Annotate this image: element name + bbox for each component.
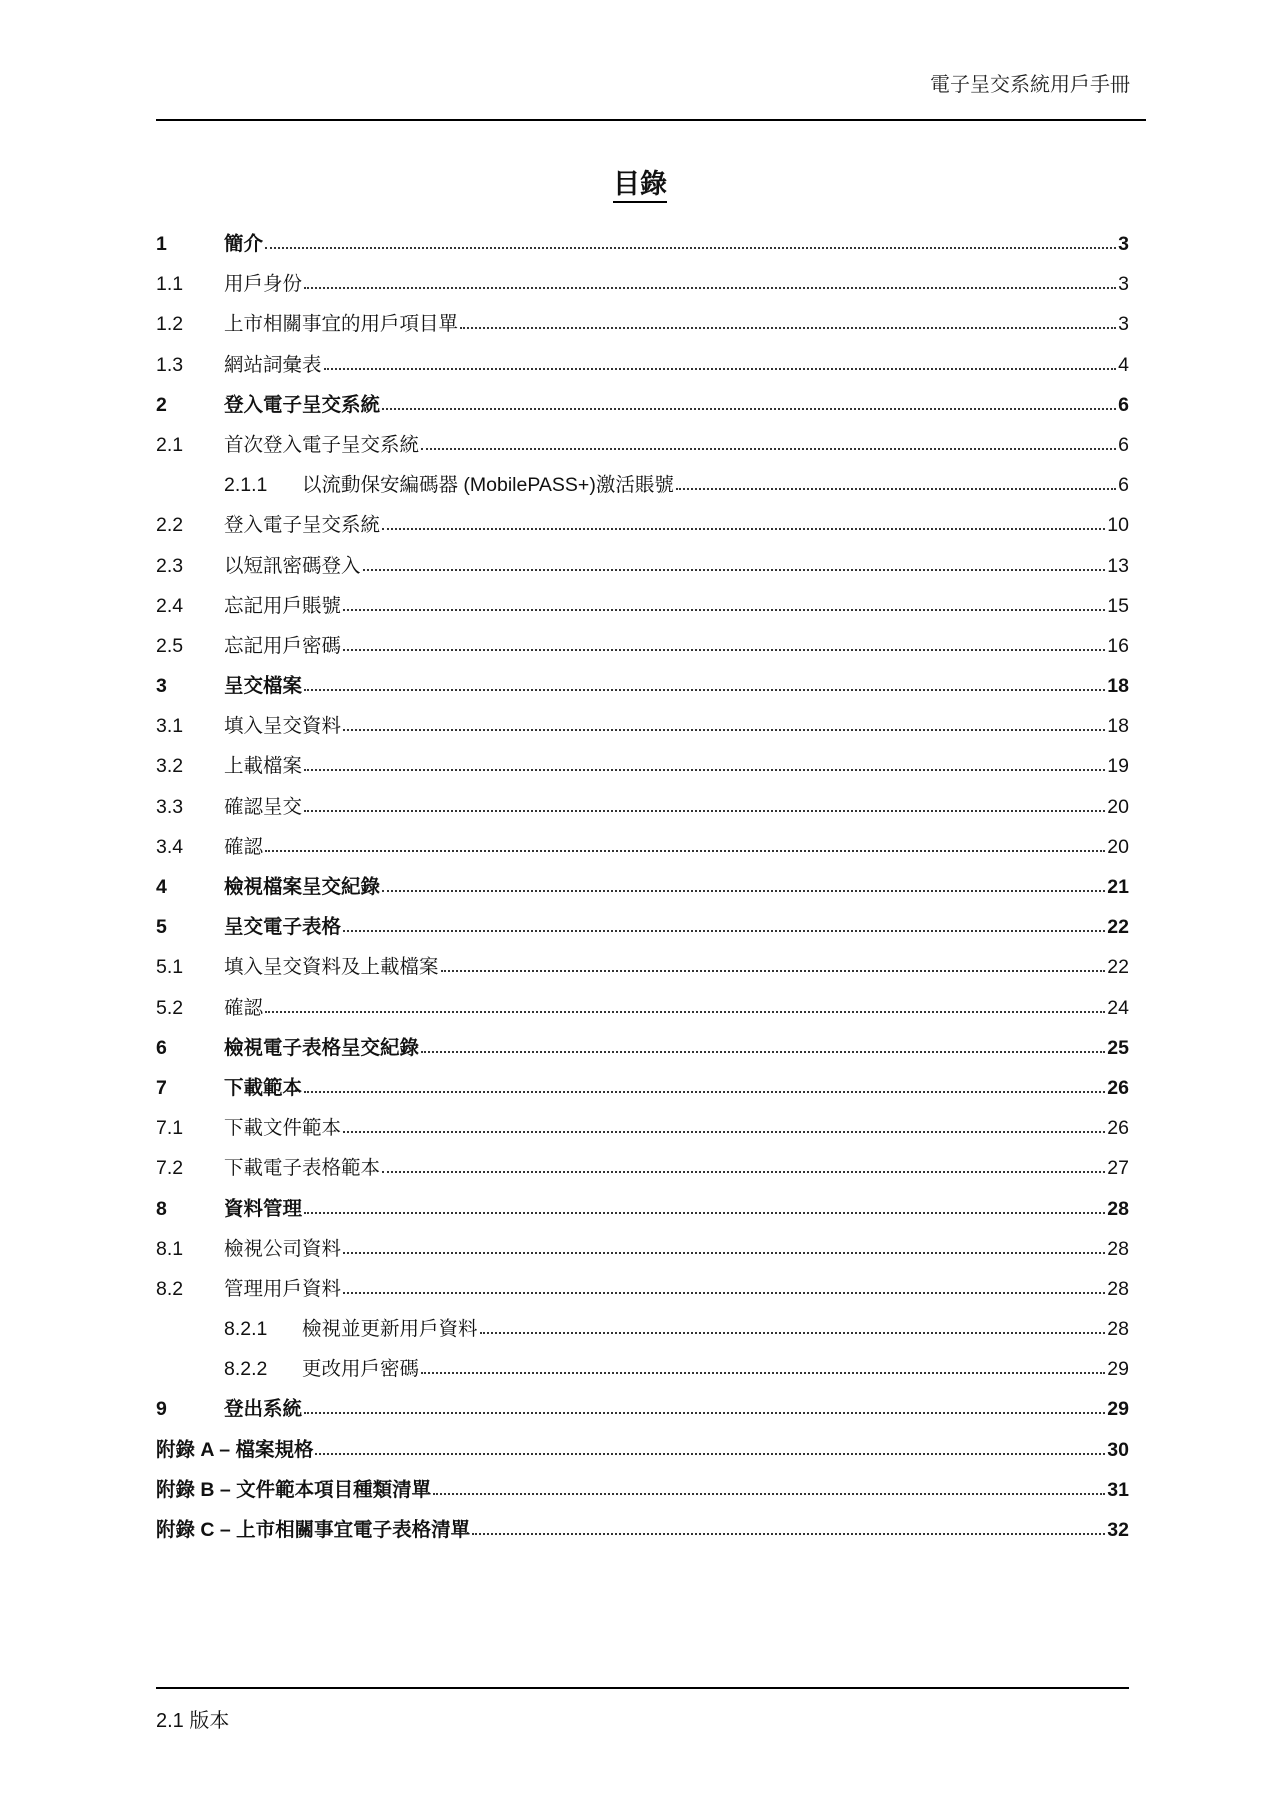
toc-entry[interactable]: [156, 706, 1129, 746]
toc-entry[interactable]: [156, 827, 1129, 867]
toc-entry-title: 檢視並更新用戶資料: [302, 1318, 478, 1341]
toc-entry-number: 1.2: [156, 313, 184, 336]
toc-entry-page: 18: [1107, 715, 1129, 738]
toc-entry-number: 5.1: [156, 956, 184, 979]
toc-entry[interactable]: [156, 224, 1129, 264]
toc-entry-number: 7.1: [156, 1117, 184, 1140]
toc-dot-leader: [265, 833, 1105, 853]
toc-dot-leader: [480, 1316, 1106, 1336]
toc-entry[interactable]: [156, 626, 1129, 666]
toc-entry-page: 32: [1107, 1519, 1129, 1541]
toc-entry-title: 填入呈交資料: [224, 715, 342, 738]
toc-dot-leader: [324, 351, 1117, 371]
toc-entry-page: 3: [1118, 233, 1129, 255]
toc-entry-page: 24: [1107, 996, 1129, 1019]
toc-entry[interactable]: [156, 385, 1129, 425]
toc-entry-title: 簡介: [224, 233, 264, 255]
toc-entry-page: 13: [1107, 554, 1129, 577]
toc-entry[interactable]: [156, 1309, 1129, 1349]
toc-entry-page: 25: [1107, 1036, 1129, 1059]
footer-version: 2.1 版本: [156, 1710, 230, 1732]
toc-entry[interactable]: [156, 465, 1129, 505]
toc-entry-title: 資料管理: [224, 1197, 303, 1220]
toc-entry-page: 22: [1107, 956, 1129, 979]
toc-entry-number: 3.1: [156, 715, 184, 738]
toc-entry-page: 20: [1107, 795, 1129, 818]
footer-rule: [156, 1687, 1129, 1689]
toc-entry-title: 下載範本: [224, 1076, 303, 1099]
toc-entry-number: 1.3: [156, 353, 184, 376]
toc-entry-page: 18: [1107, 675, 1129, 698]
document-header-title: 電子呈交系統用戶手冊: [930, 74, 1130, 96]
toc-entry-page: 21: [1107, 876, 1129, 898]
toc-entry-number: 3: [156, 675, 167, 698]
toc-entry-number: 5: [156, 916, 167, 939]
toc-entry[interactable]: [156, 1028, 1129, 1068]
toc-entry-number: 2: [156, 393, 167, 416]
toc-entry-page: 28: [1107, 1277, 1129, 1300]
toc-dot-leader: [382, 391, 1116, 411]
toc-heading-text: 目錄: [613, 169, 667, 203]
toc-entry-title: 首次登入電子呈交系統: [224, 433, 420, 456]
toc-entry[interactable]: [156, 586, 1129, 626]
toc-entry-page: 19: [1107, 755, 1129, 778]
toc-entry[interactable]: [156, 546, 1129, 586]
toc-dot-leader: [343, 1235, 1105, 1255]
toc-dot-leader: [382, 1155, 1105, 1175]
toc-entry-title: 填入呈交資料及上載檔案: [224, 956, 439, 979]
toc-entry-page: 28: [1107, 1237, 1129, 1260]
toc-entry-page: 30: [1107, 1438, 1129, 1461]
toc-dot-leader: [433, 1476, 1105, 1496]
toc-entry-page: 22: [1107, 916, 1129, 939]
toc-entry-number: 3.2: [156, 755, 184, 778]
toc-entry-number: 1: [156, 233, 167, 255]
toc-entry-page: 6: [1118, 433, 1129, 456]
toc-dot-leader: [304, 271, 1116, 291]
toc-entry-page: 27: [1107, 1157, 1129, 1180]
toc-entry-title: 確認: [224, 996, 264, 1019]
toc-entry-title: 附錄 A – 檔案規格: [156, 1438, 314, 1461]
toc-entry[interactable]: [156, 1068, 1129, 1108]
toc-entry-page: 31: [1107, 1478, 1129, 1501]
toc-entry-page: 26: [1107, 1076, 1129, 1099]
toc-dot-leader: [421, 431, 1116, 451]
toc-dot-leader: [343, 914, 1105, 934]
toc-entry-title: 登入電子呈交系統: [224, 514, 381, 537]
toc-entry[interactable]: [156, 1189, 1129, 1229]
toc-entry-title: 上市相關事宜的用戶項目單: [224, 313, 459, 336]
toc-entry-title: 附錄 C – 上市相關事宜電子表格清單: [156, 1519, 471, 1541]
toc-entry-number: 8.2.2: [224, 1358, 268, 1381]
toc-entry-page: 15: [1107, 594, 1129, 617]
toc-entry[interactable]: [156, 1389, 1129, 1429]
toc-entry-title: 管理用戶資料: [224, 1277, 342, 1300]
toc-entry-number: 2.1.1: [224, 474, 268, 497]
toc-entry[interactable]: [156, 988, 1129, 1028]
toc-entry-number: 4: [156, 876, 167, 898]
toc-dot-leader: [304, 793, 1105, 813]
toc-entry-number: 3.4: [156, 835, 184, 858]
toc-entry-number: 2.1: [156, 433, 184, 456]
toc-entry-page: 29: [1107, 1358, 1129, 1381]
toc-entry[interactable]: [156, 746, 1129, 786]
toc-entry-title: 用戶身份: [224, 273, 303, 296]
toc-dot-leader: [363, 552, 1106, 572]
toc-entry-number: 8: [156, 1197, 167, 1220]
header-rule: [156, 119, 1146, 121]
toc-entry[interactable]: [156, 867, 1129, 907]
toc-entry[interactable]: [156, 304, 1129, 344]
toc-dot-leader: [382, 512, 1105, 532]
toc-entry-number: 7: [156, 1076, 167, 1099]
toc-entry-title: 更改用戶密碼: [302, 1358, 420, 1381]
toc-entry-title: 檢視檔案呈交紀錄: [224, 876, 381, 898]
toc-dot-leader: [676, 472, 1116, 492]
toc-dot-leader: [304, 673, 1105, 693]
toc-entry-number: 3.3: [156, 795, 184, 818]
toc-dot-leader: [382, 874, 1105, 894]
toc-entry-title: 下載電子表格範本: [224, 1157, 381, 1180]
toc-entry-page: 26: [1107, 1117, 1129, 1140]
toc-entry[interactable]: [156, 787, 1129, 827]
toc-dot-leader: [304, 1396, 1105, 1416]
toc-dot-leader: [421, 1034, 1105, 1054]
toc-dot-leader: [343, 713, 1105, 733]
toc-entry[interactable]: [156, 907, 1129, 947]
toc-entry-page: 29: [1107, 1398, 1129, 1421]
toc-entry-number: 8.1: [156, 1237, 184, 1260]
toc-dot-leader: [304, 1195, 1105, 1215]
toc-entry-page: 28: [1107, 1318, 1129, 1341]
toc-entry[interactable]: [156, 1229, 1129, 1269]
toc-dot-leader: [343, 632, 1105, 652]
toc-entry[interactable]: [156, 1349, 1129, 1389]
toc-dot-leader: [441, 954, 1106, 974]
toc-entry[interactable]: [156, 505, 1129, 545]
toc-entry-page: 16: [1107, 634, 1129, 657]
toc-entry-page: 6: [1118, 393, 1129, 416]
toc-entry-title: 忘記用戶密碼: [224, 634, 342, 657]
toc-dot-leader: [421, 1356, 1105, 1376]
toc-entry-number: 6: [156, 1036, 167, 1059]
toc-entry-title: 確認呈交: [224, 795, 303, 818]
toc-dot-leader: [304, 1074, 1105, 1094]
toc-entry[interactable]: [156, 666, 1129, 706]
toc-entry-title: 以短訊密碼登入: [224, 554, 361, 577]
toc-entry-title: 呈交檔案: [224, 675, 303, 698]
toc-dot-leader: [315, 1436, 1105, 1456]
toc-entry[interactable]: [156, 1269, 1129, 1309]
toc-entry[interactable]: [156, 425, 1129, 465]
toc-entry-number: 1.1: [156, 273, 184, 296]
toc-entry-number: 8.2.1: [224, 1318, 268, 1341]
toc-entry-title: 登入電子呈交系統: [224, 393, 381, 416]
toc-entry-page: 4: [1118, 353, 1129, 376]
toc-entry-title: 上載檔案: [224, 755, 303, 778]
toc-entry-title: 檢視電子表格呈交紀錄: [224, 1036, 420, 1059]
table-of-contents: [156, 224, 1129, 1550]
toc-entry-number: 2.4: [156, 594, 184, 617]
toc-entry-title: 以流動保安編碼器 (MobilePASS+)激活賬號: [302, 474, 674, 497]
toc-entry-page: 10: [1107, 514, 1129, 537]
toc-entry-number: 8.2: [156, 1277, 184, 1300]
toc-entry-title: 忘記用戶賬號: [224, 594, 342, 617]
toc-dot-leader: [343, 1275, 1105, 1295]
toc-entry-page: 20: [1107, 835, 1129, 858]
toc-entry[interactable]: [156, 947, 1129, 987]
toc-entry-number: 2.5: [156, 634, 184, 657]
toc-entry-title: 附錄 B – 文件範本項目種類清單: [156, 1478, 432, 1501]
toc-dot-leader: [460, 311, 1116, 331]
toc-entry-number: 5.2: [156, 996, 184, 1019]
toc-entry[interactable]: [156, 1148, 1129, 1188]
toc-entry-page: 3: [1118, 273, 1129, 296]
toc-entry[interactable]: [156, 1510, 1129, 1550]
toc-dot-leader: [265, 994, 1105, 1014]
toc-entry-number: 7.2: [156, 1157, 184, 1180]
toc-entry-page: 28: [1107, 1197, 1129, 1220]
toc-entry[interactable]: [156, 1470, 1129, 1510]
toc-entry-title: 呈交電子表格: [224, 916, 342, 939]
toc-entry[interactable]: [156, 264, 1129, 304]
toc-entry-title: 登出系統: [224, 1398, 303, 1421]
toc-entry[interactable]: [156, 1430, 1129, 1470]
toc-dot-leader: [304, 753, 1105, 773]
toc-entry-title: 檢視公司資料: [224, 1237, 342, 1260]
toc-dot-leader: [265, 231, 1116, 251]
toc-entry-number: 2.2: [156, 514, 184, 537]
toc-dot-leader: [472, 1517, 1105, 1537]
toc-entry-title: 網站詞彙表: [224, 353, 322, 376]
toc-entry-page: 6: [1118, 474, 1129, 497]
toc-entry-page: 3: [1118, 313, 1129, 336]
toc-entry-number: 2.3: [156, 554, 184, 577]
toc-entry-title: 確認: [224, 835, 264, 858]
toc-dot-leader: [343, 1115, 1105, 1135]
toc-entry-title: 下載文件範本: [224, 1117, 342, 1140]
toc-dot-leader: [343, 592, 1105, 612]
toc-entry-number: 9: [156, 1398, 167, 1421]
toc-heading: [0, 162, 1280, 201]
toc-entry[interactable]: [156, 1108, 1129, 1148]
toc-entry[interactable]: [156, 345, 1129, 385]
